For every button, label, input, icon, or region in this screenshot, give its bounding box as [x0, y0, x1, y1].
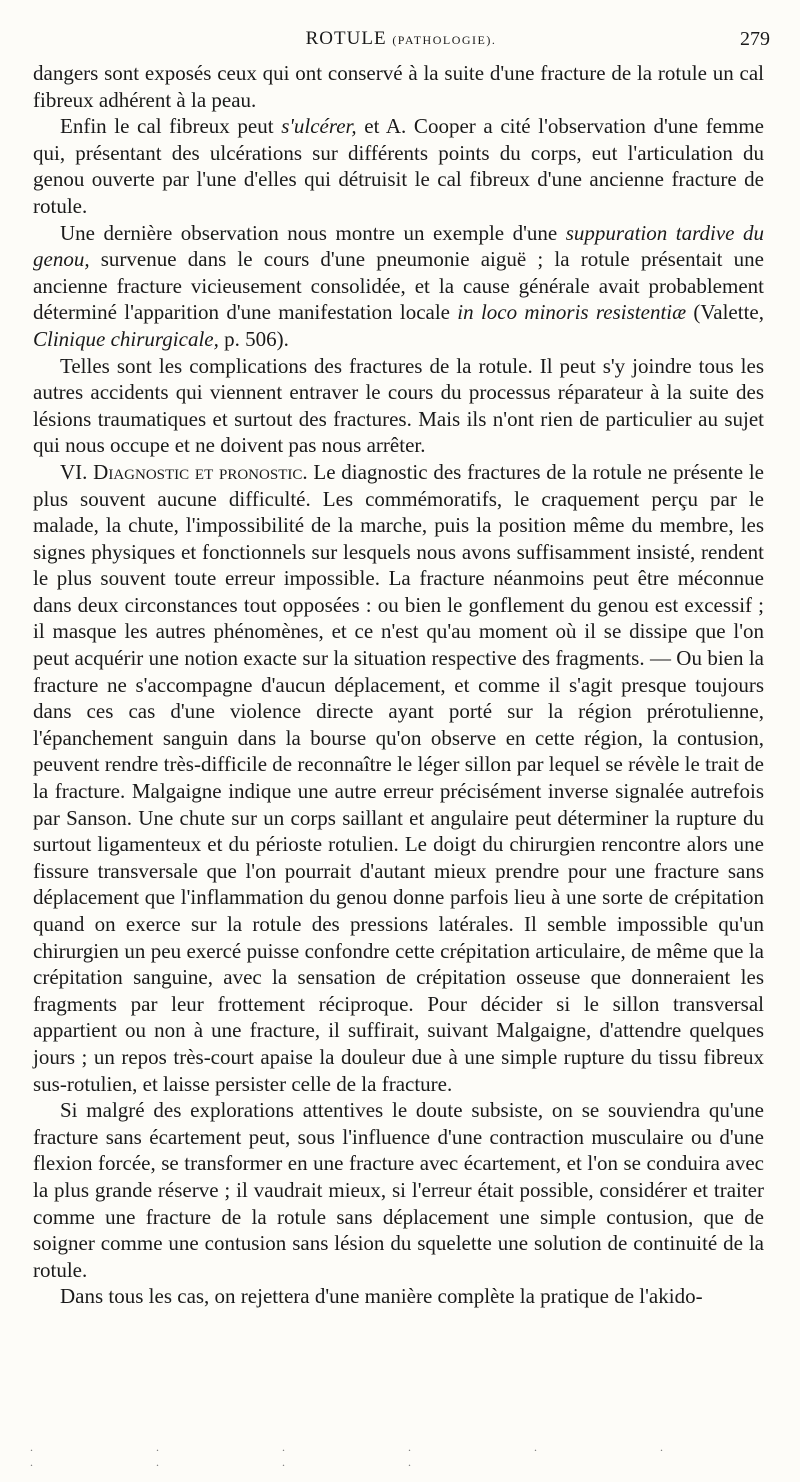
paragraph-text: Telles sont les complications des fractures de la rotule. Il peut s'y joindre tous les autres accidents qui viennent entraver le cours du processus réparateur à la suite des lésions traumatiques et surtout des fractures. Mais ils n'ont rien de particulier au sujet qui nous occupe et ne doivent pas nous arrêter. — [33, 353, 764, 458]
paragraph-text: et A. Cooper a cité l'observation d'une femme qui, présentant des ulcérations sur différents points du corps, eut l'articulation du genou ouverte par l'une d'elles qui détruisit le cal fibreux d'une ancienne fracture de rotule. — [33, 114, 764, 218]
page-number: 279 — [740, 28, 770, 50]
italic-term: suppuration tardive du genou, — [33, 220, 764, 272]
paragraph-text: survenue dans le cours d'une pneumonie aiguë ; la rotule présentait une ancienne fracture vicieusement consolidée, et la cause générale avait probablement déterminé l'apparition d'une manifestation locale — [33, 247, 764, 325]
running-head-subtitle: (PATHOLOGIE). — [392, 33, 497, 47]
paragraph-text: Enfin le cal fibreux peut — [60, 114, 282, 139]
italic-term: s'ulcérer, — [281, 114, 357, 139]
section-heading: VI. Diagnostic et pronostic. — [60, 459, 308, 484]
running-head — [32, 28, 770, 50]
paragraph-text: Une dernière observation nous montre un exemple d'une — [60, 220, 566, 245]
paragraph-6 — [33, 1097, 764, 1283]
paragraph-text: dangers sont exposés ceux qui ont conservé à la suite d'une fracture de la rotule un cal fibreux adhérent à la peau. — [33, 61, 764, 112]
paragraph-text: (Valette, — [686, 300, 764, 325]
paragraph-1 — [33, 60, 764, 113]
paragraph-3 — [33, 220, 764, 353]
page-header — [32, 28, 770, 54]
paragraph-7 — [33, 1283, 764, 1310]
paragraph-2 — [33, 113, 764, 219]
paragraph-text: p. 506). — [218, 326, 289, 351]
italic-latin-phrase: in loco minoris resistentiæ — [457, 300, 687, 325]
page-body — [33, 60, 764, 1310]
paragraph-4 — [33, 353, 764, 459]
paragraph-text: Le diagnostic des fractures de la rotule ne présente le plus souvent aucune difficulté. Les commémoratifs, le craquement perçu par le malade, la chute, l'impossibilité de la marche, puis la position même du membre, les signes physiques et fonctionnels sur lesquels nous avons suffisamment insisté, rendent le plus souvent toute erreur impossible. La fracture néanmoins peut être méconnue dans deux circonstances tout opposées : ou bien le gonflement du genou est excessif ; il masque les autres phénomènes, et ce n'est qu'au moment où il se dissipe que l'on peut acquérir une notion exacte sur la situation respective des fragments. — Ou bien la fracture ne s'accompagne d'aucun déplacement, et comme il s'agit presque toujours dans ces cas d'une violence directe ayant porté sur la région prérotulienne, l'épanchement sanguin dans la bourse qu'on observe en cette région, la contusion, peuvent rendre très-difficile de reconnaître le léger sillon par lequel se révèle le trait de la fracture. Malgaigne indique une autre erreur précisément inverse signalée autrefois par Sanson. Une chute sur un corps saillant et angulaire peut déterminer la rupture du surtout ligamenteux et du périoste rotulien. Le doigt du chirurgien rencontre alors une fissure transversale que l'on pourrait d'autant mieux prendre pour une fracture sans déplacement que l'inflammation du genou donne parfois lieu à une sorte de crépitation quand on exerce sur la rotule des pressions latérales. Il semble impossible qu'un chirurgien un peu exercé puisse confondre cette crépitation articulaire, de même que la crépitation sanguine, avec la sensation de crépitation osseuse que donneraient les fragments par leur frottement réciproque. Pour décider si le sillon transversal appartient ou non à une fracture, il suffirait, suivant Malgaigne, d'attendre quelques jours ; un repos très-court apaise la douleur due à une simple rupture du tissu fibreux sus-rotulien, et laisse persister celle de la fracture. — [33, 459, 764, 1096]
running-head-title: ROTULE — [305, 28, 387, 49]
paragraph-text: Si malgré des explorations attentives le doute subsiste, on se souviendra qu'une fracture sans écartement peut, sous l'influence d'une contraction musculaire ou d'une flexion forcée, se transformer en une fracture avec écartement, et l'on se conduira avec la plus grande réserve ; il vaudrait mieux, si l'erreur était possible, considérer et traiter comme une fracture de la rotule sans déplacement une simple contusion, que de soigner comme une contusion sans lésion du squelette une solution de continuité de la rotule. — [33, 1098, 764, 1282]
paragraph-5 — [33, 459, 764, 1097]
italic-book-title: Clinique chirurgicale, — [33, 326, 219, 351]
paragraph-text: Dans tous les cas, on rejettera d'une manière complète la pratique de l'akido- — [60, 1284, 703, 1309]
print-specks: . . . . . . . . . . — [30, 1440, 723, 1469]
